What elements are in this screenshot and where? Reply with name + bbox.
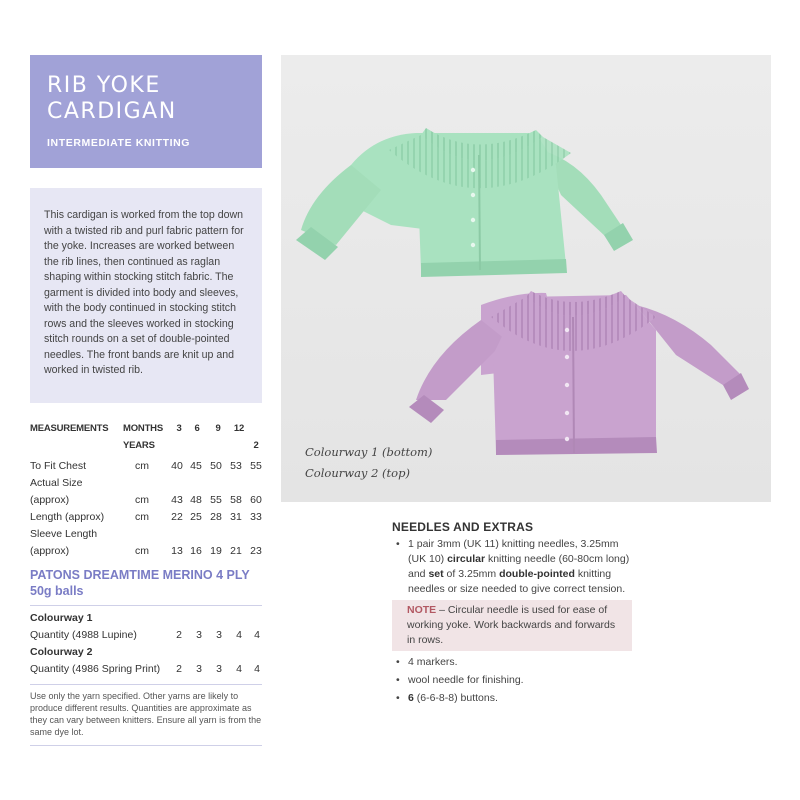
cell-value: 4 <box>254 663 260 675</box>
table-row <box>30 543 262 560</box>
item-text: 1 pair 3mm (UK 11) knitting needles, 3.25mm (UK 10) <box>408 538 619 565</box>
title-line-2: CARDIGAN <box>47 99 177 124</box>
row-label: Quantity (4986 Spring Print) <box>30 663 161 675</box>
years-label: YEARS <box>123 440 155 451</box>
table-row <box>30 627 262 644</box>
row-label: To Fit Chest <box>30 460 87 472</box>
cell-value: 3 <box>216 663 222 675</box>
size-header: 9 <box>215 423 221 434</box>
table-row <box>30 475 262 492</box>
row-label: Length (approx) <box>30 511 105 523</box>
mint-cardigan <box>296 128 633 277</box>
row-unit: cm <box>135 460 149 472</box>
item-text-bold: set <box>428 568 444 580</box>
cell-value: 55 <box>250 460 262 472</box>
item-text-bold: circular <box>447 553 486 565</box>
measurements-heading: MEASUREMENTS <box>30 423 109 434</box>
cell-value: 4 <box>236 629 242 641</box>
cell-value: 25 <box>190 511 202 523</box>
cell-value: 40 <box>171 460 183 472</box>
measurements-header-months <box>30 420 262 437</box>
row-label: Actual Size <box>30 477 83 489</box>
row-label: (approx) <box>30 545 70 557</box>
divider <box>30 745 262 746</box>
table-row <box>30 492 262 509</box>
size-header: 6 <box>194 423 200 434</box>
colourway-label: Colourway 2 <box>30 646 93 658</box>
note-label: NOTE <box>407 604 437 616</box>
cell-value: 13 <box>171 545 183 557</box>
cell-value: 4 <box>236 663 242 675</box>
note-box <box>392 600 632 651</box>
row-unit: cm <box>135 511 149 523</box>
photo-caption-1: Colourway 1 (bottom) <box>305 445 433 459</box>
yarn-note: Use only the yarn specified. Other yarns are likely to produce different results. Quantities are approximate as they can vary between knitters. Ensure all yarn is from the same dye lot. <box>30 684 262 738</box>
size-header: 12 <box>233 423 245 434</box>
intro-text: This cardigan is worked from the top down with a twisted rib and purl fabric pattern for the yoke. Increases are worked between the rib lines, then continued as raglan shaping within stocking stitch fabric. The garment is divided into body and sleeves, with the body continued in stocking stitch rows and the sleeves worked in stocking stitch rounds on a set of double-pointed needles. The front bands are knit up and worked in twisted rib. <box>44 209 244 376</box>
extras-list <box>392 655 632 706</box>
months-label: MONTHS <box>123 423 163 434</box>
cell-value: 3 <box>216 629 222 641</box>
item-text: (6-6-8-8) buttons. <box>413 692 498 704</box>
title-block <box>30 55 262 168</box>
row-unit: cm <box>135 494 149 506</box>
cell-value: 58 <box>230 494 242 506</box>
cell-value: 48 <box>190 494 202 506</box>
title-line-1: RIB YOKE <box>47 73 161 98</box>
cell-value: 4 <box>254 629 260 641</box>
table-row <box>30 661 262 678</box>
note-text: – Circular needle is used for ease of working yoke. Work backwards and forwards in rows. <box>407 604 616 646</box>
row-unit: cm <box>135 545 149 557</box>
row-label: Quantity (4988 Lupine) <box>30 629 137 641</box>
table-row <box>30 509 262 526</box>
needles-section <box>392 520 632 709</box>
divider <box>30 605 262 606</box>
cell-value: 19 <box>210 545 222 557</box>
cell-value: 16 <box>190 545 202 557</box>
yarn-section <box>30 567 262 738</box>
cell-value: 60 <box>250 494 262 506</box>
cell-value: 45 <box>190 460 202 472</box>
intro-panel <box>30 188 262 403</box>
cell-value: 22 <box>171 511 183 523</box>
cell-value: 3 <box>196 663 202 675</box>
yarn-heading: PATONS DREAMTIME MERINO 4 PLY <box>30 568 250 582</box>
cell-value: 21 <box>230 545 242 557</box>
row-label: (approx) <box>30 494 70 506</box>
cell-value: 2 <box>176 663 182 675</box>
list-item: • wool needle for finishing. <box>392 673 632 688</box>
list-item: • 4 markers. <box>392 655 632 670</box>
lilac-cardigan <box>409 291 749 455</box>
size-header: 3 <box>176 423 182 434</box>
needles-list <box>392 537 632 597</box>
item-text-bold: double-pointed <box>499 568 575 580</box>
needles-heading: NEEDLES AND EXTRAS <box>392 520 534 534</box>
product-photo <box>281 55 771 502</box>
cell-value: 50 <box>210 460 222 472</box>
list-item <box>392 537 632 597</box>
pattern-title <box>47 73 246 125</box>
cell-value: 53 <box>230 460 242 472</box>
cell-value: 23 <box>250 545 262 557</box>
cell-value: 2 <box>176 629 182 641</box>
colourway-label: Colourway 1 <box>30 612 93 624</box>
cell-value: 55 <box>210 494 222 506</box>
measurements-header-years <box>30 437 262 454</box>
item-text: knitting needle (60-80cm long) and <box>408 553 630 580</box>
item-text: of 3.25mm <box>443 568 500 580</box>
measurements-table <box>30 420 262 560</box>
row-label: Sleeve Length <box>30 528 98 540</box>
cardigans-illustration <box>281 55 771 502</box>
cell-value: 28 <box>210 511 222 523</box>
list-item <box>392 691 632 706</box>
photo-caption-2: Colourway 2 (top) <box>305 466 410 480</box>
cell-value: 33 <box>250 511 262 523</box>
cell-value: 3 <box>196 629 202 641</box>
table-row <box>30 526 262 543</box>
cell-value: 31 <box>230 511 242 523</box>
size-header: 2 <box>253 440 259 451</box>
item-text-bold: 6 <box>408 692 414 704</box>
item-text: knitting needles or size needed to give correct tension. <box>408 568 626 595</box>
table-row <box>30 458 262 475</box>
cell-value: 43 <box>171 494 183 506</box>
skill-level: INTERMEDIATE KNITTING <box>47 137 191 149</box>
yarn-ball-size: 50g balls <box>30 584 84 598</box>
